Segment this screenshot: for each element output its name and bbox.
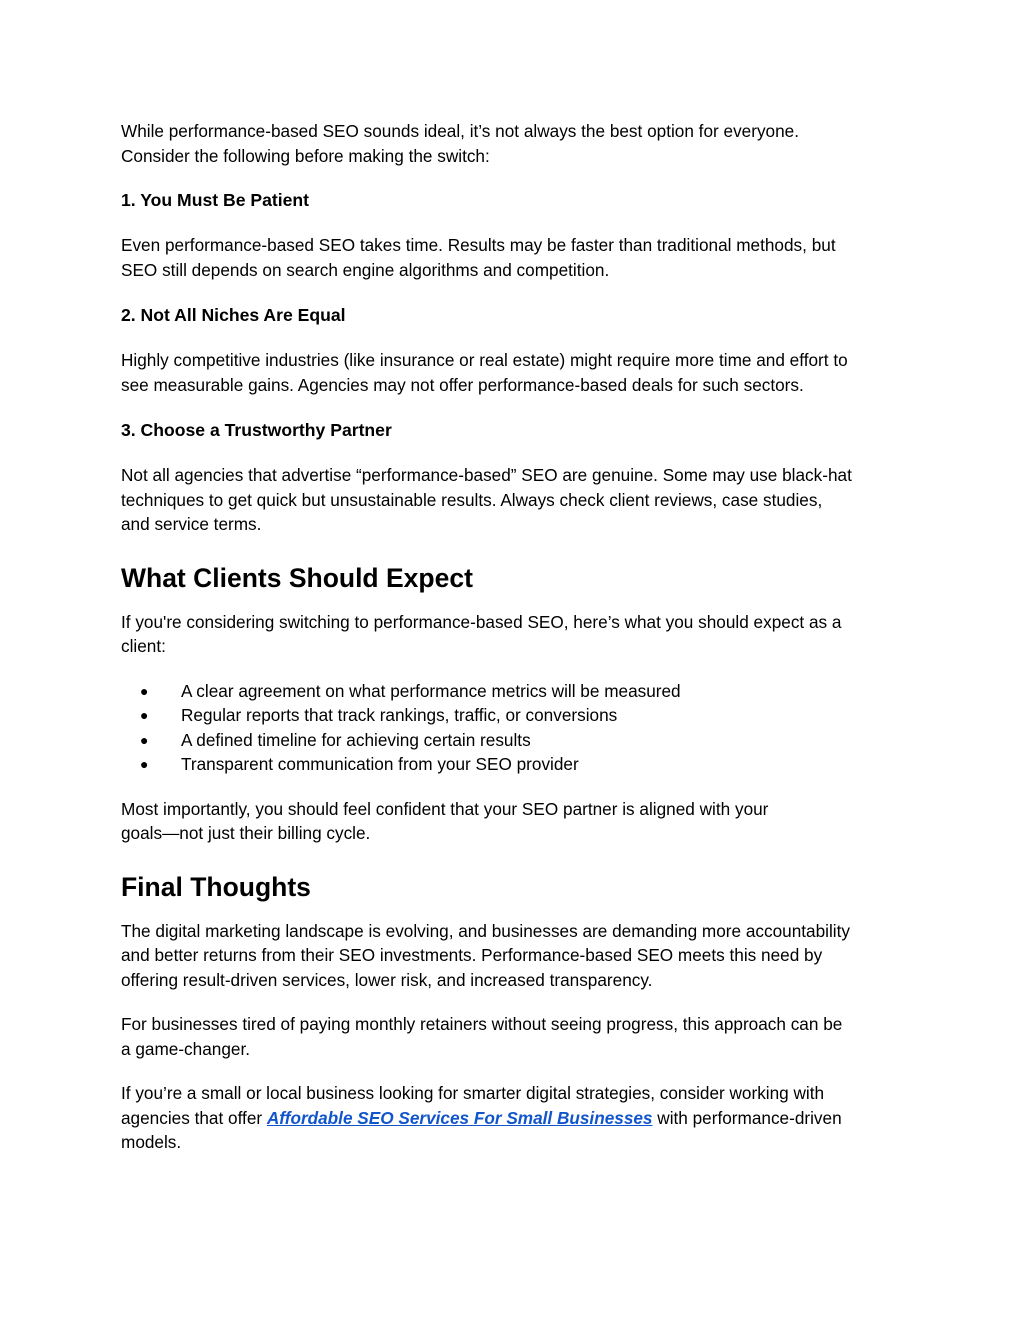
list-item-text: Regular reports that track rankings, traffic, or conversions — [181, 705, 618, 725]
document-page — [121, 119, 911, 1155]
point-3-line-2: techniques to get quick but unsustainable results. Always check client reviews, case studies, — [121, 489, 823, 510]
point-2-line-2: see measurable gains. Agencies may not offer performance-based deals for such sectors. — [121, 374, 804, 395]
affordable-seo-link[interactable]: Affordable SEO Services For Small Businesses — [266, 1107, 653, 1128]
final-p3-line-3: models. — [121, 1132, 182, 1152]
intro-line-1: While performance-based SEO sounds ideal, it’s not always the best option for everyone. — [121, 121, 799, 141]
final-p3-line-1: If you’re a small or local business looking for smarter digital strategies, consider working with — [121, 1083, 825, 1103]
point-1-paragraph — [121, 233, 911, 282]
list-item — [121, 728, 911, 753]
bullet-icon: ● — [140, 682, 149, 699]
section-heading-final: Final Thoughts — [121, 871, 311, 902]
point-1-line-2: SEO still depends on search engine algorithms and competition. — [121, 259, 610, 280]
expect-intro-line-2: client: — [121, 636, 166, 656]
list-item-text: A defined timeline for achieving certain results — [181, 729, 531, 750]
point-3-line-1: Not all agencies that advertise “performance-based” SEO are genuine. Some may use black-hat — [121, 465, 852, 485]
point-3-line-3: and service terms. — [121, 514, 262, 534]
list-item — [121, 752, 911, 777]
bullet-icon: ● — [140, 731, 149, 748]
expect-closing-line-1: Most importantly, you should feel confident that your SEO partner is aligned with your — [121, 798, 769, 819]
final-paragraph-3 — [121, 1081, 911, 1155]
point-3-paragraph — [121, 463, 911, 537]
intro-line-2: Consider the following before making the switch: — [121, 145, 490, 166]
point-1-line-1: Even performance-based SEO takes time. Results may be faster than traditional methods, but — [121, 235, 836, 255]
list-item — [121, 703, 911, 728]
expect-closing-line-2: goals—not just their billing cycle. — [121, 823, 371, 843]
list-item — [121, 679, 911, 704]
final-p3-line-2-after: with performance-driven — [652, 1107, 842, 1128]
expectations-list — [121, 679, 911, 777]
point-1-heading: 1. You Must Be Patient — [121, 190, 310, 210]
list-item-text: Transparent communication from your SEO provider — [181, 754, 579, 774]
final-p1-line-3: offering result-driven services, lower risk, and increased transparency. — [121, 969, 653, 990]
final-p1-line-2: and better returns from their SEO investments. Performance-based SEO meets this need by — [121, 945, 823, 965]
intro-paragraph — [121, 119, 911, 168]
point-2-line-1: Highly competitive industries (like insurance or real estate) might require more time and effort to — [121, 350, 848, 370]
bullet-icon: ● — [140, 707, 149, 723]
expect-intro-line-1: If you're considering switching to performance-based SEO, here’s what you should expect as a — [121, 611, 842, 632]
point-2-heading: 2. Not All Niches Are Equal — [121, 305, 346, 325]
point-2-paragraph — [121, 348, 911, 397]
list-item-text: A clear agreement on what performance metrics will be measured — [181, 680, 681, 701]
final-p3-line-2-before: agencies that offer — [121, 1107, 267, 1128]
final-paragraph-1 — [121, 919, 911, 993]
expect-intro-paragraph — [121, 610, 911, 659]
final-p2-line-1: For businesses tired of paying monthly retainers without seeing progress, this approach can be — [121, 1014, 843, 1034]
expect-closing-paragraph — [121, 797, 911, 846]
bullet-icon: ● — [140, 756, 149, 772]
point-3-heading: 3. Choose a Trustworthy Partner — [121, 420, 392, 440]
final-p1-line-1: The digital marketing landscape is evolving, and businesses are demanding more accountability — [121, 920, 850, 941]
section-heading-expect: What Clients Should Expect — [121, 562, 473, 593]
final-p2-line-2: a game-changer. — [121, 1038, 250, 1059]
final-paragraph-2 — [121, 1012, 911, 1061]
